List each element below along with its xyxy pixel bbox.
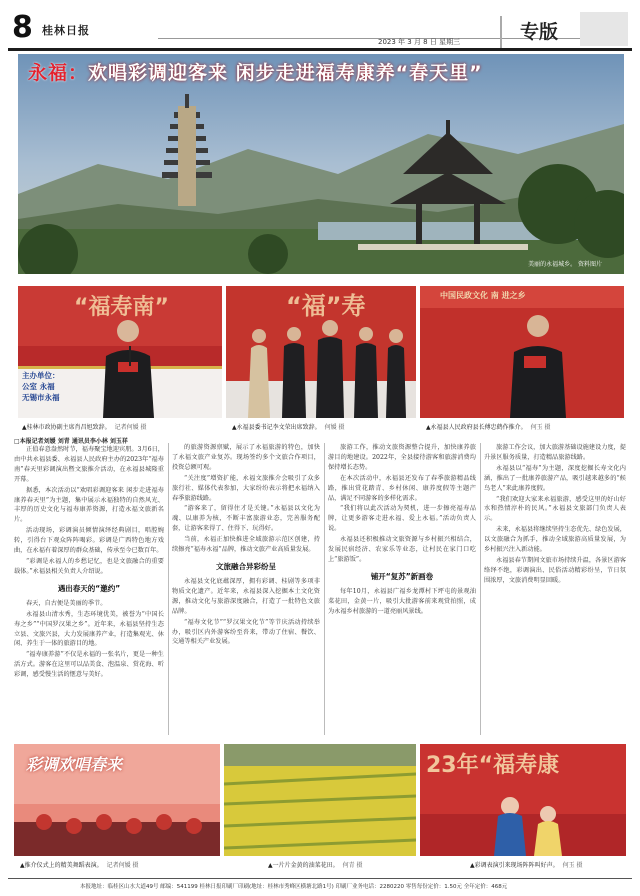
photo-credit: 记者何媛 摄 [114,424,147,431]
paragraph: 春天，自古便是美丽的季节。 [26,599,107,607]
photo-credit: 何玉 摄 [562,862,583,869]
hero-photo [18,54,624,274]
caption-text: ▲一片片金黄的油菜花田。 [268,862,339,869]
paragraph: 旅游工作，推动文旅资源整合提升，加快康养旅游目的地建设。2022年，全县接待游客和旅游消费均保持增长态势。 [328,444,476,471]
paragraph: 永福县山清水秀，生态环境优美，被誉为“中国长寿之乡”“中国罗汉果之乡”。近年来，永福县坚持生态立县、文旅兴县，大力发展康养产业，打造集观光、休闲、养生于一体的旅游目的地。 [14,610,164,648]
subheading: 文旅融合异彩纷呈 [216,561,276,571]
photo-speaker-1 [18,286,222,418]
byline: □本报记者刘媛 刘青 通讯员李小林 刘玉祥 [14,438,128,445]
masthead [8,8,632,48]
headline [28,58,483,85]
paragraph: 旅游工作会议，加大旅游基础设施建设力度，提升景区服务质量，打造精品旅游线路。 [484,444,626,461]
banner-line-1: 主办单位： [22,371,60,380]
paper-name: 桂林日报 [42,24,90,37]
paragraph: 当前，永福正加快推进全域旅游示范区创建，持续擦亮“福寿永福”品牌，推动文旅产业高质量发展。 [172,536,320,554]
caption-text: ▲推介仪式上的精美舞蹈表演。 [20,862,103,869]
photo-credit: 何玉 摄 [530,424,551,431]
article-column-3 [328,443,476,735]
section-tag-block [580,12,628,46]
column-divider [480,443,481,735]
caption-text: ▲彩调表演引来现场阵阵叫好声。 [470,862,559,869]
banner-line-2: 公室 永福 [22,382,55,391]
issue-date: 2023 年 3 月 8 日 星期三 [378,38,461,46]
page-number: 8 [12,10,33,45]
photo-caption-2 [232,422,345,431]
headline-prefix: 永福： [28,62,89,84]
paragraph: “福寿康养游”不仅是永福的一张名片，更是一种生活方式。游客在这里可以品美食、泡温泉、赏花海、听彩调，感受慢生活的惬意与美好。 [14,651,164,679]
paragraph: “福寿文化节”“罗汉果文化节”等节庆活动持续举办，吸引区内外游客纷至沓来，带动了住宿、餐饮、交通等相关产业发展。 [172,618,320,646]
subheading: 铺开“复苏”新画卷 [370,571,434,581]
paragraph: “关注度”增资扩能，永福文旅推介会吸引了众多旅行社、媒体代表参加，大家纷纷表示将把永福纳入春季旅游线路。 [172,474,320,502]
photo-opera [420,744,626,856]
header-bar [8,48,632,51]
paragraph: “我们欢迎大家来永福旅游，感受这里的好山好水和热情淳朴的民风。”永福县文旅部门负责人表示。 [484,495,626,523]
photo-credit: 何媛 摄 [324,424,345,431]
backdrop-title: 23年“福寿康 [426,753,560,778]
paragraph: 永福县还积极推动文旅资源与乡村振兴相结合，发展民宿经济、农家乐等业态，让村民在家门口吃上“旅游饭”。 [328,536,476,563]
backdrop-title: 中国民政文化 南 进之乡 [440,291,526,300]
paragraph: 每年10月，永福县广福乡龙潭村下坪屯的景观油菜花田，金黄一片，吸引大批游客前来观赏拍照，成为永福乡村旅游的一道亮丽风景线。 [328,587,476,615]
paragraph: “彩调是永福人的乡愁记忆，也是文旅融合的重要载体。”永福县相关负责人介绍说。 [14,557,164,575]
footer-rule [8,878,632,879]
photo-officials [226,286,416,418]
paragraph: 在本次活动中，永福县还发布了春季旅游精品线路，推出赏花踏青、乡村休闲、康养度假等主题产品，满足不同游客的多样化需求。 [328,474,476,502]
photo-flower-field [224,744,416,856]
photo-credit: 记者何媛 摄 [106,862,139,869]
section-title: 专版 [500,16,576,48]
caption-text: ▲桂林市政协副主席肖昌旭致辞。 [22,424,111,431]
photo-credit: 何青 摄 [342,862,363,869]
hero-caption: 美丽的永福城乡。 资料图片 [528,261,602,268]
photo-caption-6 [470,860,583,869]
paragraph: 未来，永福县将继续坚持生态优先、绿色发展，以文旅融合为抓手，推动全域旅游高质量发展，为乡村振兴注入新动能。 [484,526,626,554]
photo-caption-4 [20,860,139,869]
photo-caption-3 [426,422,551,431]
speaker-photo-2-image [420,286,624,418]
paragraph: 永福县文化底蕴深厚，拥有彩调、桂剧等多项非物质文化遗产。近年来，永福县深入挖掘本土文化资源，推动文化与旅游深度融合，打造了一批特色文旅品牌。 [172,577,320,615]
article-column-4 [484,443,626,735]
article-column-1 [14,436,164,736]
backdrop-title: “福寿南” [74,295,169,320]
photo-speaker-2 [420,286,624,418]
column-divider [168,443,169,735]
paragraph: 正值春意盎然时节，福寿聚宝地迎宾朋。3月6日，由中共永福县委、永福县人民政府主办的2023年“福寿南”春天里彩调演出暨文旅推介活动，在永福县城隆重开幕。 [14,446,164,483]
paragraph: 永福县春节期间文旅市场持续升温，各景区游客络绎不绝，彩调演出、民俗活动精彩纷呈，节日氛围浓厚，文旅消费明显回暖。 [484,556,626,584]
paragraph: “我们将以此次活动为契机，进一步擦亮福寿品牌，让更多游客走进永福、爱上永福。”活动负责人说。 [328,505,476,533]
caption-text: ▲永福县人民政府县长傅忠鹤作推介。 [426,424,527,431]
banner-line-3: 无锡市永福 [22,393,60,402]
column-divider [324,443,325,735]
caption-text: ▲永福县委书记李文荣出席致辞。 [232,424,321,431]
backdrop-title: 彩调欢唱春来 [26,755,123,774]
backdrop-title: “福”寿 [286,292,366,320]
subheading: 遇出春天的“邀约” [57,583,121,593]
banner-text [22,370,60,403]
footer-info: 本报地址：临桂区山水大道49号 邮编：541199 桂林日报印刷厂印刷(地址：桂林市秀峰区横塘北路1号) 印刷厂业务电话：2280220 零售每份定价：1.50元 全年定价：468元 [80,884,508,890]
landscape-image [18,54,624,274]
article-column-2 [172,443,320,735]
photo-dance [14,744,220,856]
photo-caption-5 [268,860,363,869]
headline-main: 欢唱彩调迎客来 闲步走进福寿康养“春天里” [88,62,483,84]
paragraph: 活动现场，彩调演员倾情演绎经典剧目，唱腔婉转，引得台下观众阵阵喝彩。彩调是广西特色地方戏曲，在永福有着深厚的群众基础，传承至今已数百年。 [14,527,164,555]
paragraph: 的旅游资源禀赋，展示了永福旅游的特色，加快了永福文旅产业复苏。现场签约多个文旅合作项目，投资总额可观。 [172,444,320,471]
photo-caption-1 [22,422,147,431]
paragraph: “游客来了，留得住才是关键。”永福县以文化为魂、以康养为核，不断丰富旅游业态，完善服务配套，让游客来得了、住得下、玩得好。 [172,505,320,533]
paragraph: 永福县以“福寿”为主题，深度挖掘长寿文化内涵，推出了一批康养旅游产品，吸引越来越多的“候鸟老人”来此康养度假。 [484,464,626,492]
flower-field-image [224,744,416,856]
paragraph: 据悉，本次活动以“欢唱彩调迎客来 闲步走进福寿康养春天里”为主题，集中展示永福独特的自然风光、丰厚的历史文化与福寿康养资源，打造永福文旅新名片。 [14,486,164,524]
